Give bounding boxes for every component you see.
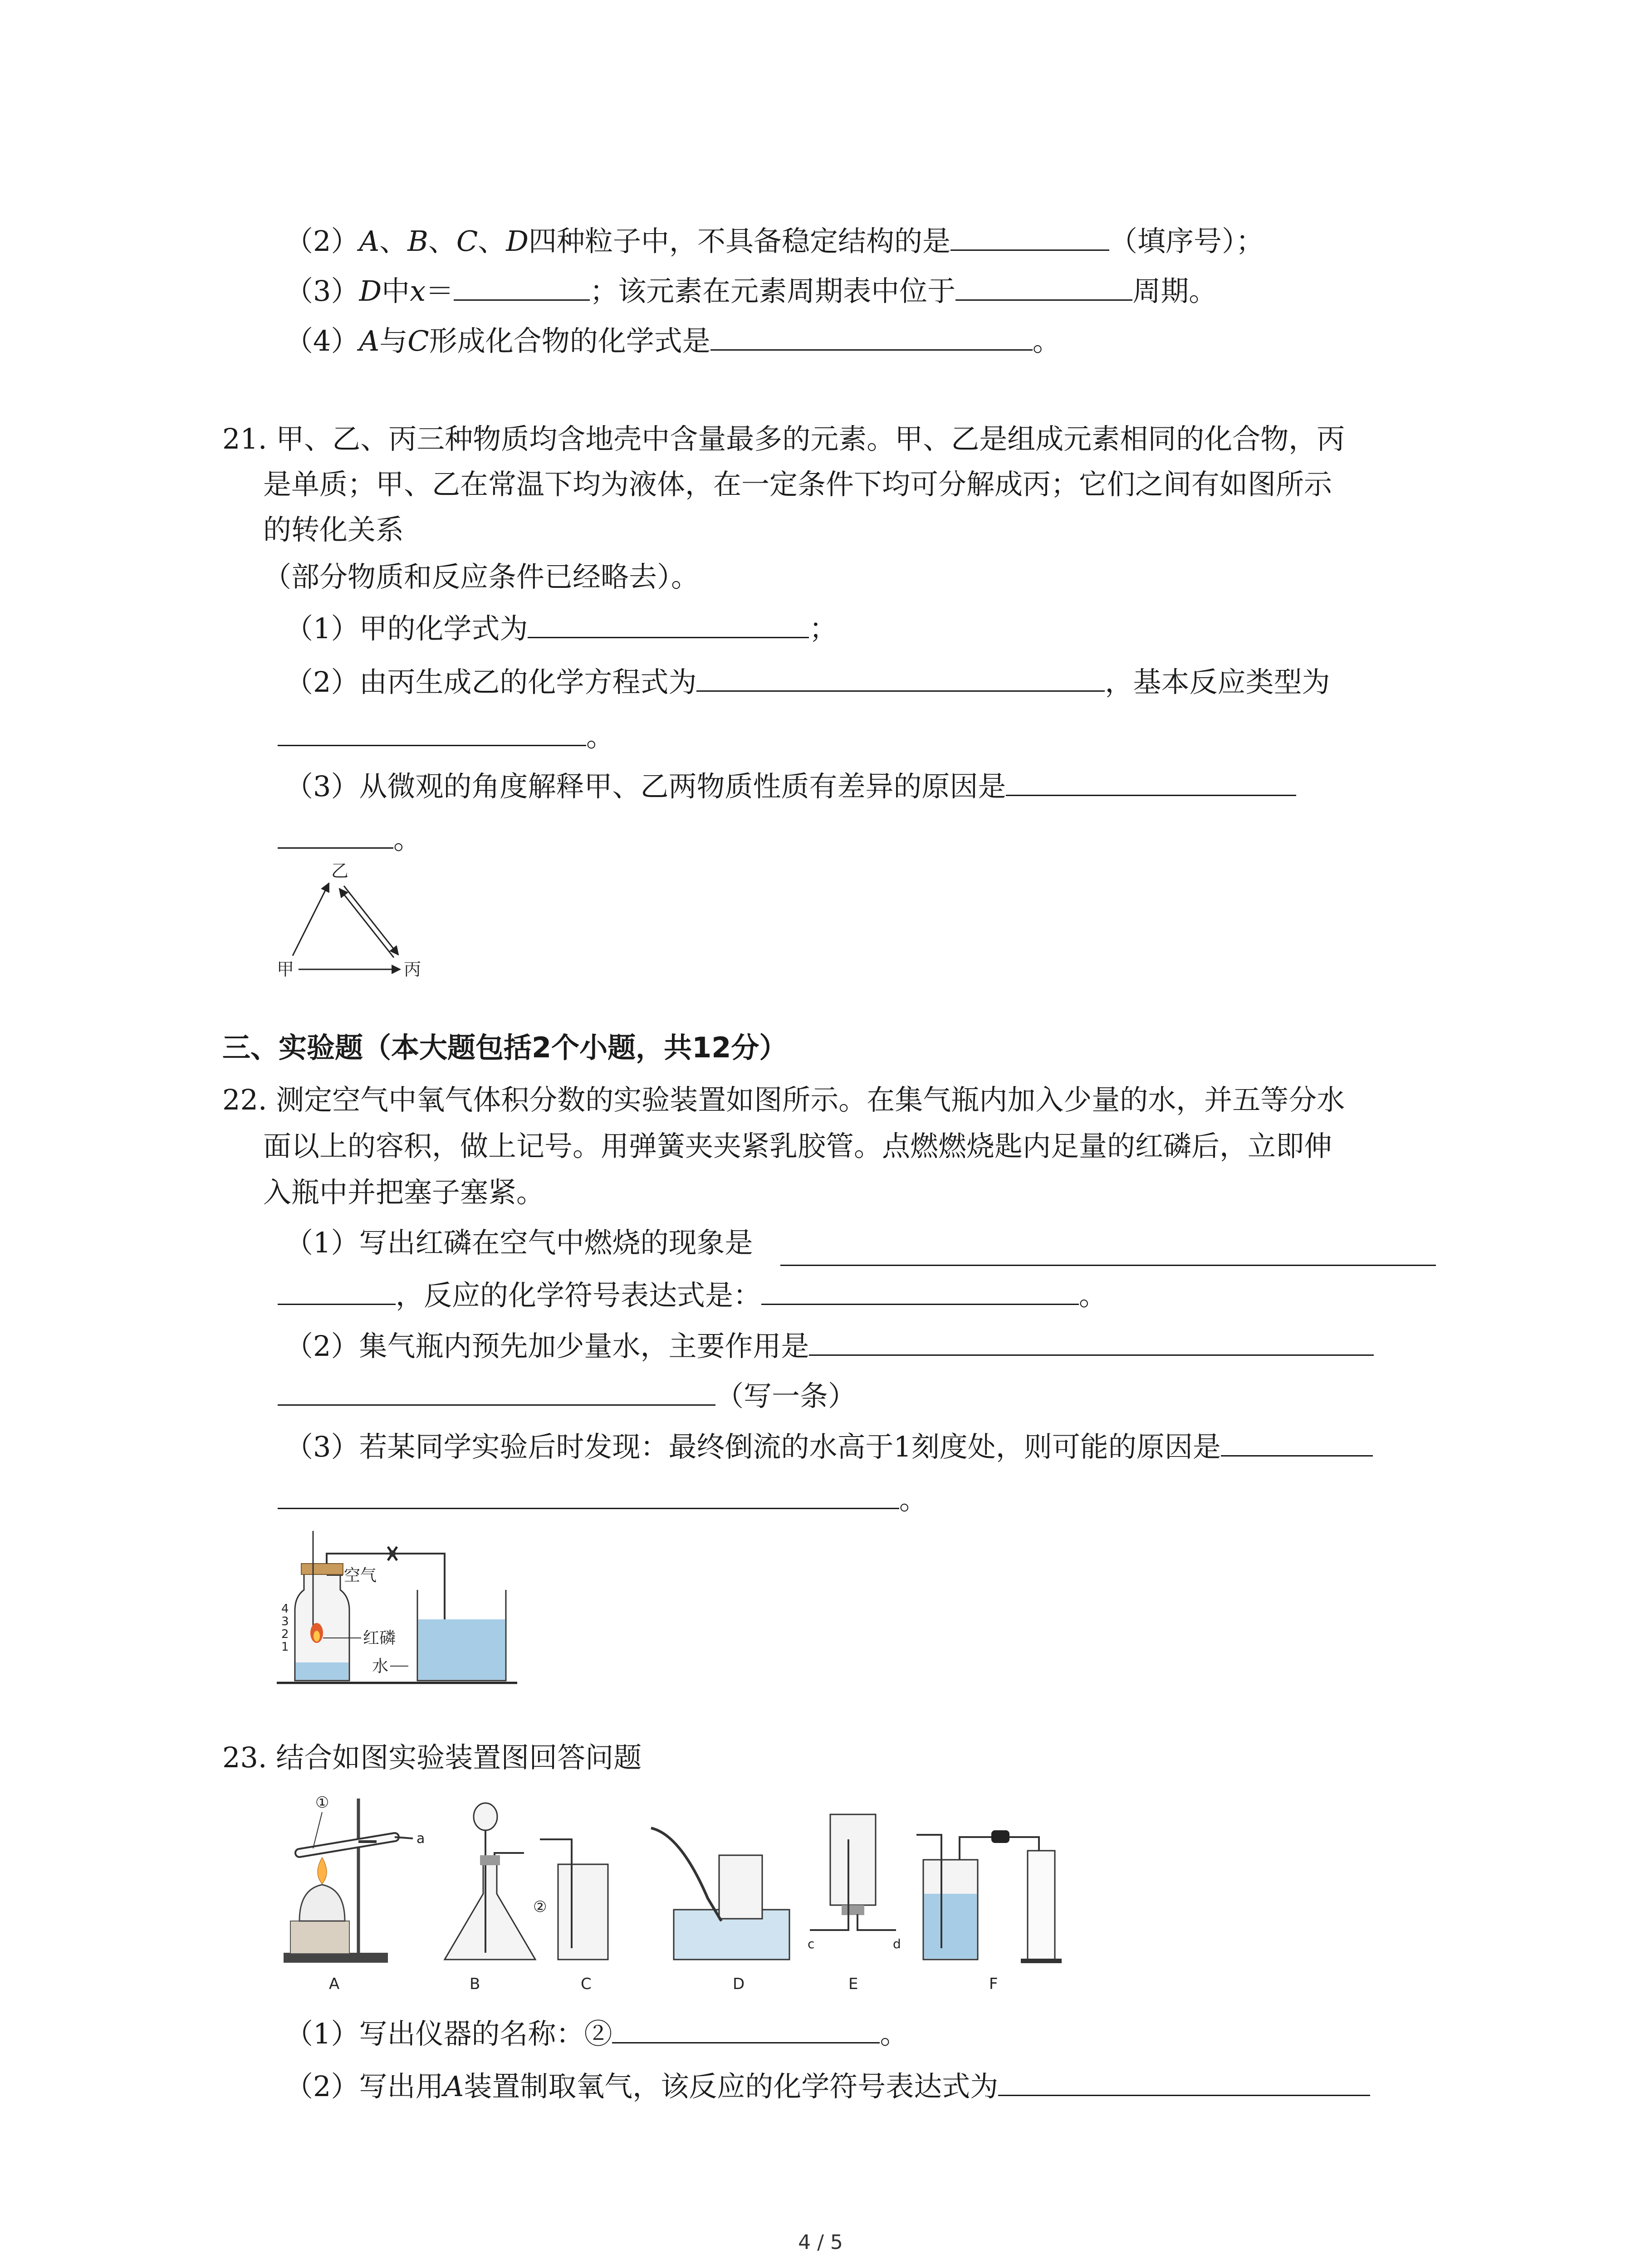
q23-part1: [285, 2014, 908, 2052]
label-d-port: d: [893, 1936, 901, 1951]
q22-stem-line2: 面以上的容积，做上记号。用弹簧夹夹紧乳胶管。点燃燃烧匙内足量的红磷后，立即伸: [263, 1129, 1332, 1163]
answer-blank[interactable]: [278, 1376, 715, 1406]
label-apparatus-d: D: [733, 1975, 745, 1993]
e-stopper: [842, 1905, 864, 1915]
answer-blank[interactable]: [710, 321, 1033, 351]
text: A: [359, 324, 380, 357]
d-bottle: [719, 1855, 762, 1919]
transformation-diagram: [272, 860, 436, 991]
text: 中: [382, 274, 410, 308]
text: 周期。: [1132, 274, 1217, 308]
q21-stem-line4: （部分物质和反应条件已经略去）。: [263, 560, 700, 593]
text: 。: [393, 822, 422, 855]
q20-part2: [285, 221, 1264, 259]
c-bottle: [558, 1864, 608, 1960]
arrow-bing-to-yi: [339, 889, 394, 958]
page-number: 4 / 5: [798, 2231, 843, 2254]
text: D: [359, 274, 382, 308]
label-phosphorus: 红磷: [363, 1629, 396, 1647]
q21-stem-line1: 21. 甲、乙、丙三种物质均含地壳中含量最多的元素。甲、乙是组成元素相同的化合物，丙: [222, 422, 1345, 455]
wood-block: [290, 1921, 349, 1954]
d-tube: [651, 1828, 721, 1921]
scale-mark: 3: [281, 1615, 289, 1628]
text: （4）: [285, 324, 359, 357]
q23-part2: [285, 2067, 1370, 2105]
diagram-node-yi: 乙: [331, 861, 349, 881]
q21-part2: [285, 662, 1330, 700]
text: 、: [428, 225, 456, 258]
text: 形成化合物的化学式是: [429, 324, 710, 357]
label-circle-1: ①: [315, 1794, 329, 1812]
cylinder-base: [1021, 1959, 1062, 1963]
q22-part2-cont: [278, 1376, 856, 1414]
answer-blank[interactable]: [955, 271, 1132, 301]
label-a-port: a: [416, 1831, 425, 1847]
measuring-cylinder: [1028, 1851, 1055, 1960]
answer-blank[interactable]: [612, 2014, 880, 2043]
q21-stem-line2: 是单质；甲、乙在常温下均为液体，在一定条件下均可分解成丙；它们之间有如图所示: [263, 468, 1332, 501]
text: ；: [809, 612, 838, 645]
q21-part1: [285, 609, 837, 647]
text: 。: [1079, 1279, 1107, 1312]
leader-circle-1: [313, 1812, 322, 1848]
answer-blank[interactable]: [1006, 767, 1296, 796]
label-apparatus-a: A: [329, 1975, 340, 1993]
label-air: 空气: [344, 1566, 377, 1585]
q22-part2: [285, 1326, 1374, 1364]
water-in-beaker: [418, 1619, 505, 1680]
q23-stem: 23. 结合如图实验装置图回答问题: [222, 1741, 642, 1774]
q22-part1-cont: [278, 1276, 1107, 1314]
label-apparatus-c: C: [581, 1975, 592, 1993]
q22-part1: [285, 1225, 753, 1261]
f-clip: [991, 1830, 1009, 1843]
section-heading: 三、实验题（本大题包括2个小题，共12分）: [222, 1031, 788, 1064]
text: B: [407, 225, 428, 258]
answer-blank[interactable]: [278, 1480, 899, 1509]
q22-part3-cont: [278, 1480, 927, 1518]
scale-mark: 4: [281, 1602, 289, 1616]
b-stopper: [480, 1855, 500, 1865]
text: 四种粒子中，不具备稳定结构的是: [529, 225, 951, 258]
flame-core: [314, 1631, 320, 1642]
q22-stem-line1: 22. 测定空气中氧气体积分数的实验装置如图所示。在集气瓶内加入少量的水，并五等分水: [222, 1083, 1345, 1116]
water-in-bottle: [296, 1662, 348, 1680]
label-apparatus-f: F: [989, 1975, 998, 1993]
arrow-yi-to-bing: [344, 886, 398, 955]
stand-base: [284, 1953, 388, 1963]
f-water: [924, 1894, 977, 1959]
text: 、: [379, 225, 408, 258]
scale-mark: 1: [281, 1640, 289, 1654]
answer-blank[interactable]: [809, 1326, 1374, 1356]
text: D: [506, 225, 529, 258]
diagram-node-jia: 甲: [277, 959, 294, 979]
q22-part3: [285, 1427, 1373, 1465]
text: （写一条）: [715, 1379, 857, 1413]
apparatus-e: [808, 1814, 901, 1951]
e-bottle: [830, 1814, 876, 1905]
thistle-funnel-bulb: [474, 1803, 497, 1830]
text: A: [359, 225, 380, 258]
lamp-flame: [318, 1857, 327, 1884]
answer-blank[interactable]: [528, 609, 809, 638]
q20-part3: [285, 271, 1217, 309]
text: ；该元素在元素周期表中位于: [590, 274, 956, 308]
answer-blank[interactable]: [761, 1276, 1079, 1305]
q21-part2-cont: [278, 717, 614, 755]
apparatus-d: [651, 1828, 789, 1960]
text: （2）由丙生成乙的化学方程式为: [285, 665, 697, 699]
text: ，基本反应类型为: [1105, 665, 1330, 699]
q21-part3: [285, 767, 1296, 805]
alcohol-lamp: [299, 1885, 345, 1921]
apparatus-f: [916, 1830, 1062, 1963]
answer-blank[interactable]: [780, 1265, 1436, 1266]
text: 装置制取氧气，该反应的化学符号表达式为: [464, 2070, 999, 2103]
text: （1）甲的化学式为: [285, 612, 528, 645]
text: （1）写出仪器的名称：②: [285, 2017, 612, 2050]
text: （3）从微观的角度解释甲、乙两物质性质有差异的原因是: [285, 770, 1006, 803]
q20-part4: [285, 321, 1061, 359]
text: C: [407, 324, 429, 357]
answer-blank[interactable]: [1221, 1427, 1373, 1457]
answer-blank[interactable]: [278, 819, 393, 849]
text: ＝: [426, 274, 454, 308]
label-water: 水: [372, 1657, 389, 1676]
text: （2）集气瓶内预先加少量水，主要作用是: [285, 1330, 809, 1363]
text: x: [410, 274, 426, 308]
text: 。: [586, 720, 615, 753]
lab-apparatus-figure: [272, 1785, 1080, 1998]
q22-stem-line3: 入瓶中并把塞子塞紧。: [263, 1176, 545, 1209]
oxygen-experiment-figure: [272, 1522, 526, 1692]
label-apparatus-e: E: [848, 1975, 858, 1993]
conical-flask: [445, 1862, 535, 1960]
label-apparatus-b: B: [470, 1975, 480, 1993]
answer-blank[interactable]: [454, 271, 590, 301]
scale-mark: 2: [281, 1628, 289, 1641]
clip-center: [389, 1550, 396, 1557]
text: （填序号）；: [1109, 225, 1264, 258]
text: （1）写出红磷在空气中燃烧的现象是: [285, 1226, 753, 1259]
text: 、: [478, 225, 506, 258]
text: 与: [379, 324, 408, 357]
apparatus-b: [445, 1803, 535, 1960]
text: （2）写出用: [285, 2070, 444, 2103]
diagram-node-bing: 丙: [404, 959, 421, 979]
text: 。: [1032, 324, 1061, 357]
stopper: [301, 1564, 343, 1574]
answer-blank[interactable]: [950, 221, 1109, 251]
label-circle-2: ②: [533, 1898, 547, 1916]
q21-part3-cont: [278, 819, 421, 857]
text: （3）若某同学实验后时发现：最终倒流的水高于1刻度处，则可能的原因是: [285, 1430, 1221, 1463]
text: 。: [880, 2017, 908, 2050]
text: C: [456, 225, 478, 258]
answer-blank[interactable]: [696, 662, 1105, 692]
answer-blank[interactable]: [278, 1276, 396, 1305]
text: 。: [899, 1483, 928, 1516]
text: （3）: [285, 274, 359, 308]
answer-blank[interactable]: [278, 717, 586, 746]
q21-stem-line3: 的转化关系: [263, 513, 404, 546]
label-c-port: c: [808, 1936, 815, 1951]
text: （2）: [285, 225, 359, 258]
arrow-jia-to-yi: [293, 883, 329, 956]
text: ，反应的化学符号表达式是：: [396, 1279, 762, 1312]
answer-blank[interactable]: [998, 2067, 1370, 2096]
apparatus-c: [533, 1839, 608, 1960]
apparatus-a: [284, 1794, 425, 1963]
text: A: [443, 2070, 464, 2103]
